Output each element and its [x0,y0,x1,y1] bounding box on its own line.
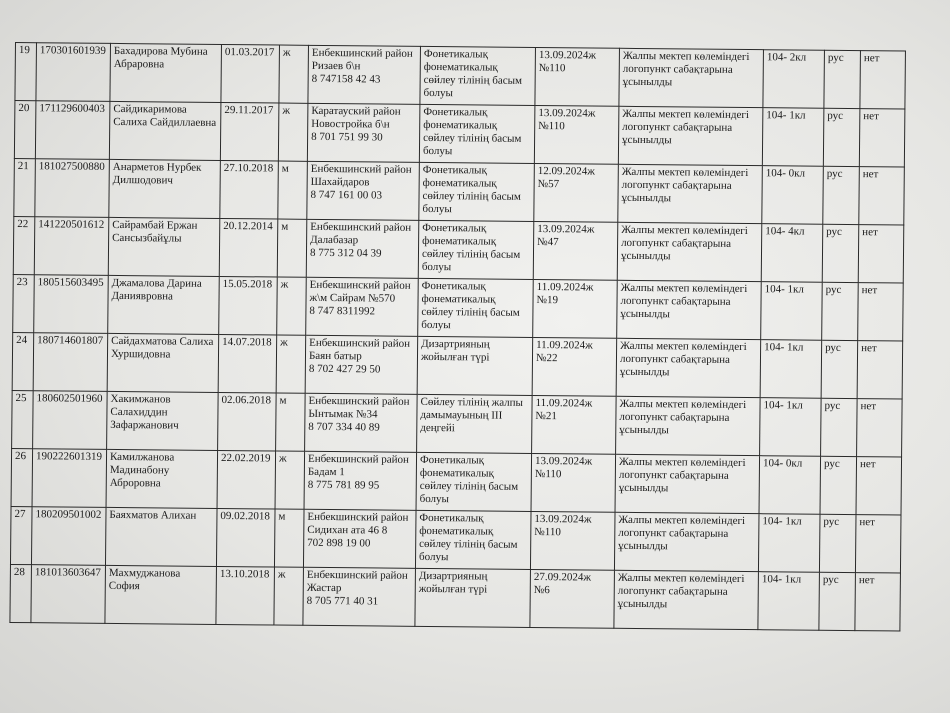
language-cell: рус [821,340,858,398]
protocol-cell: 13.09.2024ж №110 [531,453,616,512]
birth-date-cell: 09.02.2018 [216,508,275,567]
sex-cell: м [276,393,306,451]
language-cell: рус [819,572,856,630]
class-cell: 104- 1кл [760,398,822,457]
sex-cell: ж [278,103,308,161]
recommendation-cell: Жалпы мектеп көлеміндегі логопункт сабақтарына ұсынылды [614,512,759,571]
full-name-cell: Сайдикаримова Салиха Сайдиллаевна [109,101,221,160]
iin-cell: 181013603647 [31,565,106,624]
protocol-cell: 11.09.2024ж №21 [532,395,617,454]
iin-cell: 190222601319 [32,449,107,508]
protocol-cell: 11.09.2024ж №22 [532,337,617,396]
diagnosis-cell: Фонетикалық фонематикалық сөйлеу тілінің басым болуы [419,162,535,221]
disability-cell: нет [857,341,903,399]
table-row [12,390,903,457]
protocol-cell: 12.09.2024ж №57 [534,163,619,222]
row-number: 28 [10,564,32,622]
birth-date-cell: 15.05.2018 [219,276,278,335]
class-cell: 104- 1кл [758,572,820,631]
protocol-cell: 11.09.2024ж №19 [533,279,618,338]
language-cell: рус [822,282,859,340]
disability-cell: нет [857,399,903,457]
address-cell: Енбекшинский район Ризаев б\н 8 747158 42 43 [308,45,421,104]
language-cell: рус [823,108,860,166]
recommendation-cell: Жалпы мектеп көлеміндегі логопункт сабақтарына ұсынылды [614,570,759,629]
full-name-cell: Сайдахматова Салиха Хуршидовна [107,333,219,392]
class-cell: 104- 1кл [760,340,822,399]
full-name-cell: Бахадирова Мубина Абраровна [110,43,222,102]
birth-date-cell: 22.02.2019 [217,450,276,509]
full-name-cell: Баяхматов Алихан [105,507,217,566]
full-name-cell: Анарметов Нурбек Дилшодович [109,159,221,218]
birth-date-cell: 20.12.2014 [219,218,278,277]
full-name-cell: Сайрамбай Ержан Сансызбайұлы [108,217,220,276]
birth-date-cell: 14.07.2018 [218,334,277,393]
disability-cell: нет [860,51,906,109]
diagnosis-cell: Фонетикалық фонематикалық сөйлеу тілінің басым болуы [420,46,536,105]
table-row [13,274,904,341]
language-cell: рус [822,224,859,282]
address-cell: Енбекшинский район Бадам 1 8 775 781 89 95 [304,451,417,510]
address-cell: Енбекшинский район Баян батыр 8 702 427 29 50 [305,335,418,394]
birth-date-cell: 27.10.2018 [220,160,279,219]
diagnosis-cell: Сөйлеу тілінің жалпы дамымауының III деңгейі [417,394,533,453]
recommendation-cell: Жалпы мектеп көлеміндегі логопункт сабақтарына ұсынылды [619,48,764,107]
protocol-cell: 13.09.2024ж №110 [530,511,615,570]
sex-cell: м [274,509,304,567]
iin-cell: 180602501960 [33,391,108,450]
sex-cell: ж [274,567,304,625]
recommendation-cell: Жалпы мектеп көлеміндегі логопункт сабақтарына ұсынылды [616,396,761,455]
birth-date-cell: 29.11.2017 [220,102,279,161]
row-number: 27 [10,506,32,564]
protocol-cell: 13.09.2024ж №110 [534,105,619,164]
table-row [10,564,901,631]
sex-cell: ж [279,45,309,103]
address-cell: Енбекшинский район Далабазар 8 775 312 04 39 [306,219,419,278]
class-cell: 104- 1кл [758,514,820,573]
row-number: 26 [11,448,33,506]
language-cell: рус [823,166,860,224]
table-row [12,332,903,399]
full-name-cell: Махмуджанова София [105,565,217,624]
address-cell: Енбекшинский район Сидихан ата 46 8 702 898 19 00 [303,509,416,568]
address-cell: Енбекшинский район Ынтымак №34 8 707 334 40 89 [305,393,418,452]
diagnosis-cell: Фонетикалық фонематикалық сөйлеу тілінің басым болуы [416,452,532,511]
address-cell: Енбекшинский район ж\м Сайрам №570 8 747 8311992 [306,277,419,336]
diagnosis-cell: Фонетикалық фонематикалық сөйлеу тілінің басым болуы [415,510,531,569]
sex-cell: ж [277,277,307,335]
protocol-cell: 27.09.2024ж №6 [530,569,615,628]
table-row [13,216,904,283]
diagnosis-cell: Фонетикалық фонематикалық сөйлеу тілінің басым болуы [419,104,535,163]
full-name-cell: Джамалова Дарина Даниявровна [108,275,220,334]
table-row [10,506,901,573]
protocol-cell: 13.09.2024ж №47 [533,221,618,280]
address-cell: Каратауский район Новостройка б\н 8 701 751 99 30 [307,103,420,162]
row-number: 23 [13,274,35,332]
full-name-cell: Камилжанова Мадинабону Аброровна [106,449,218,508]
disability-cell: нет [858,225,904,283]
iin-cell: 180515603495 [34,275,109,334]
row-number: 22 [13,216,35,274]
iin-cell: 170301601939 [36,43,111,102]
class-cell: 104- 4кл [761,224,823,283]
row-number: 19 [15,43,37,101]
disability-cell: нет [858,283,904,341]
row-number: 21 [14,158,36,216]
table-row [11,448,902,515]
sex-cell: ж [275,451,305,509]
iin-cell: 141220501612 [34,217,109,276]
birth-date-cell: 02.06.2018 [218,392,277,451]
iin-cell: 171129600403 [35,101,110,160]
diagnosis-cell: Дизартрияның жойылған түрі [415,568,531,627]
diagnosis-cell: Фонетикалық фонематикалық сөйлеу тілінің басым болуы [418,220,534,279]
row-number: 25 [12,390,34,448]
class-cell: 104- 1кл [761,282,823,341]
diagnosis-cell: Дизартрияның жойылған түрі [417,336,533,395]
diagnosis-cell: Фонетикалық фонематикалық сөйлеу тілінің басым болуы [418,278,534,337]
birth-date-cell: 01.03.2017 [221,44,280,103]
iin-cell: 180714601807 [33,333,108,392]
student-register-table [9,42,906,632]
iin-cell: 180209501002 [31,507,106,566]
table-row [14,158,905,225]
language-cell: рус [824,50,861,108]
table-row [15,43,906,110]
disability-cell: нет [859,167,905,225]
recommendation-cell: Жалпы мектеп көлеміндегі логопункт сабақтарына ұсынылды [617,222,762,281]
class-cell: 104- 0кл [759,456,821,515]
class-cell: 104- 2кл [763,50,825,109]
protocol-cell: 13.09.2024ж №110 [535,47,620,106]
birth-date-cell: 13.10.2018 [216,566,275,625]
recommendation-cell: Жалпы мектеп көлеміндегі логопункт сабақтарына ұсынылды [615,454,760,513]
address-cell: Енбекшинский район Жастар 8 705 771 40 31 [303,567,416,626]
sex-cell: м [278,161,308,219]
recommendation-cell: Жалпы мектеп көлеміндегі логопункт сабақтарына ұсынылды [618,106,763,165]
sex-cell: ж [276,335,306,393]
disability-cell: нет [856,457,902,515]
disability-cell: нет [855,515,901,573]
class-cell: 104- 0кл [762,166,824,225]
row-number: 24 [12,332,34,390]
language-cell: рус [820,456,857,514]
language-cell: рус [819,514,856,572]
disability-cell: нет [859,109,905,167]
recommendation-cell: Жалпы мектеп көлеміндегі логопункт сабақтарына ұсынылды [616,338,761,397]
class-cell: 104- 1кл [762,108,824,167]
recommendation-cell: Жалпы мектеп көлеміндегі логопункт сабақтарына ұсынылды [617,280,762,339]
disability-cell: нет [855,573,901,631]
language-cell: рус [821,398,858,456]
address-cell: Енбекшинский район Шахайдаров 8 747 161 00 03 [307,161,420,220]
table-row [14,101,905,168]
full-name-cell: Хакимжанов Салахиддин Зафаржанович [107,391,219,450]
sex-cell: м [277,219,307,277]
recommendation-cell: Жалпы мектеп көлеміндегі логопункт сабақтарына ұсынылды [618,164,763,223]
row-number: 20 [14,101,36,159]
iin-cell: 181027500880 [35,159,110,218]
